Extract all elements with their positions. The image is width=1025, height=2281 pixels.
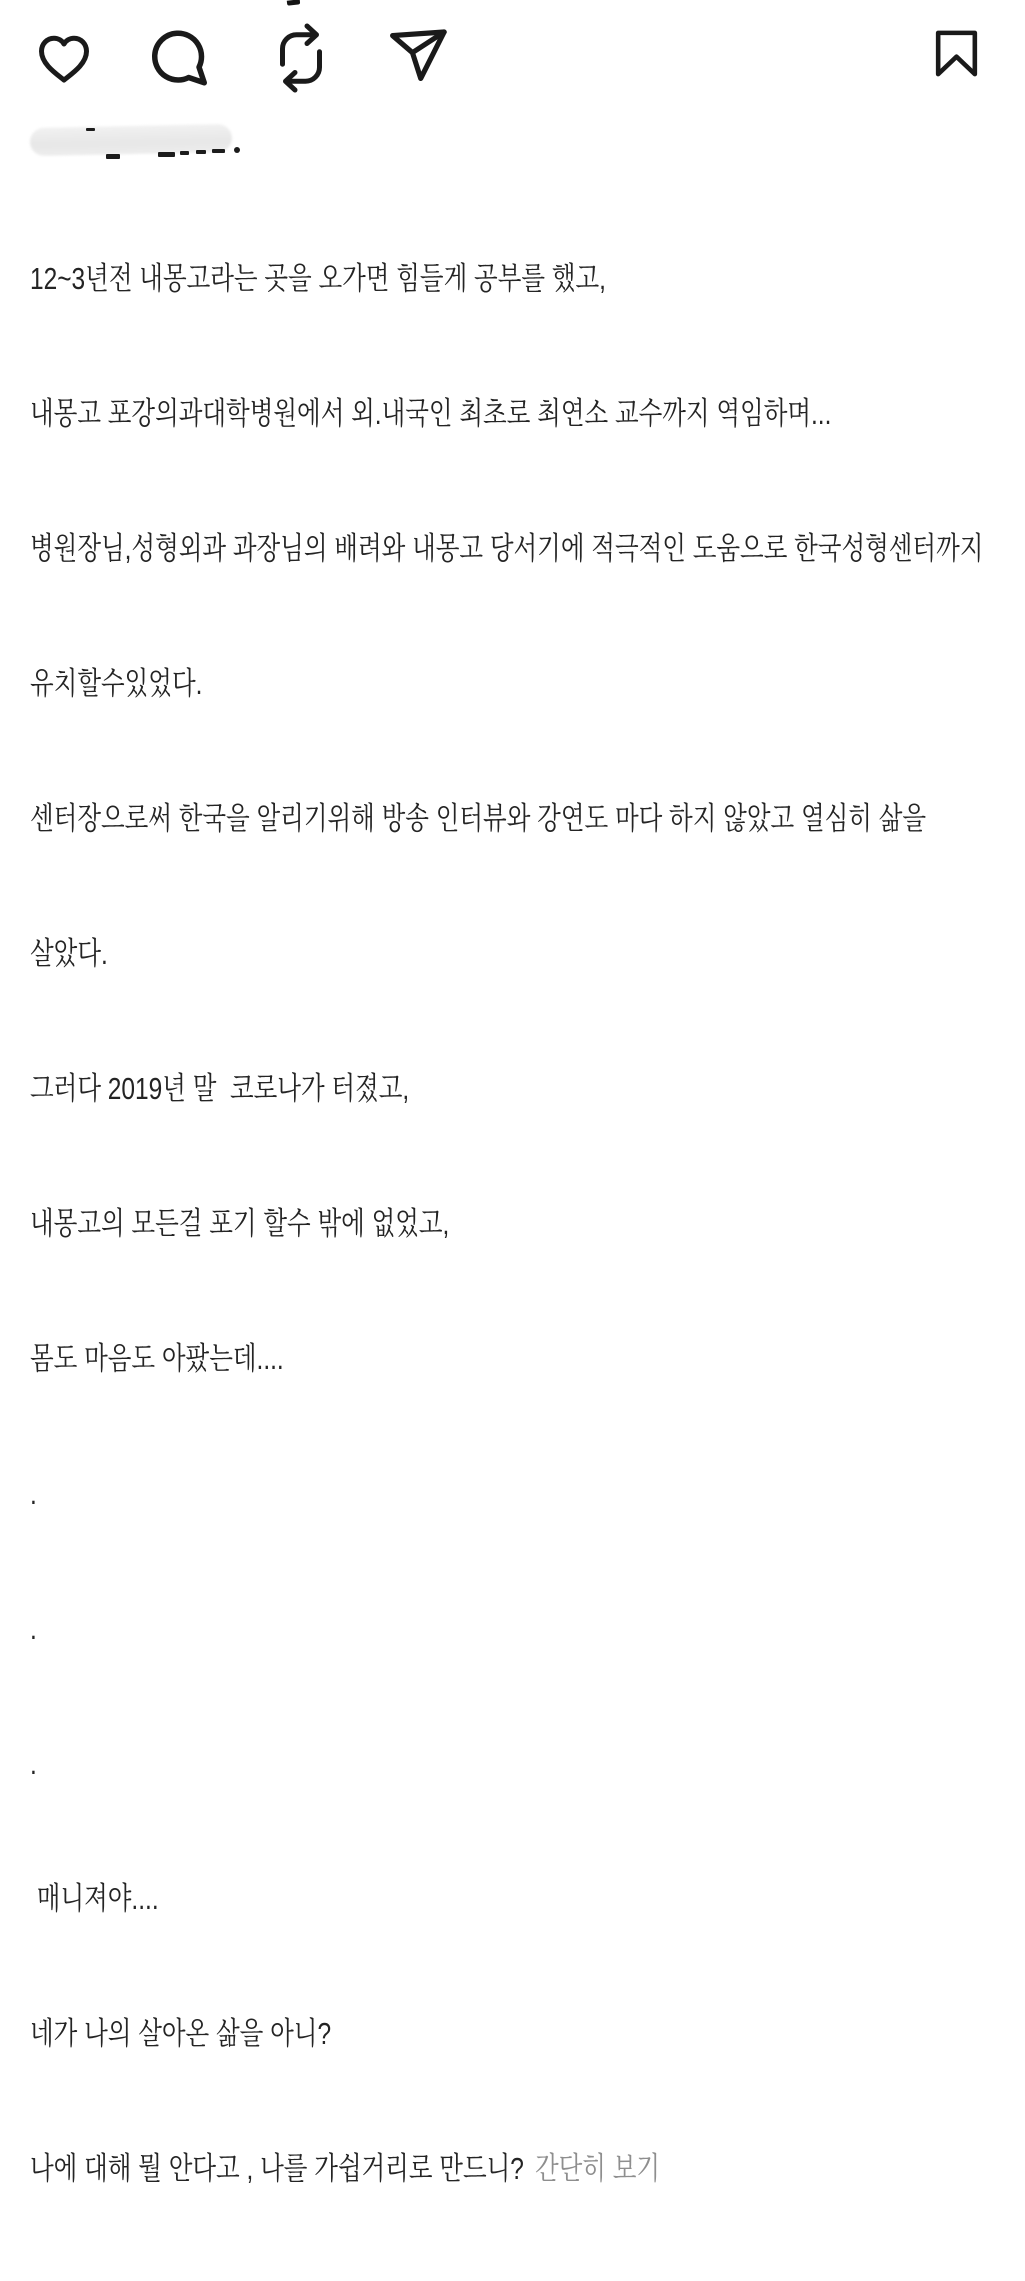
speech-bubble-icon: [146, 79, 213, 94]
username-redaction-mark: [158, 152, 175, 157]
username-redaction-mark: [212, 149, 225, 153]
caption-line-text: 나에 대해 뭘 안다고 , 나를 가쉽거리로 만드니?: [30, 2151, 524, 2186]
username-redaction-mark: [106, 154, 120, 159]
caption-line: 유치할수있었다.: [30, 666, 203, 701]
caption-line: 몸도 마음도 아팠는데....: [30, 1341, 284, 1376]
caption-line: 내몽고 포강의과대학병원에서 외.내국인 최초로 최연소 교수까지 역임하며...: [30, 396, 832, 431]
username-redaction-mark: [86, 128, 95, 131]
caption-dot-line: .: [30, 1611, 37, 1646]
caption-line: 그러다 2019년 말 코로나가 터졌고,: [30, 1071, 410, 1106]
like-button[interactable]: [33, 28, 95, 88]
caption-line: 센터장으로써 한국을 알리기위해 방송 인터뷰와 강연도 마다 하지 않았고 열심히 삶을: [30, 801, 927, 836]
caption-dot-line: .: [30, 1476, 37, 1511]
heart-icon: [33, 76, 95, 91]
paper-plane-icon: [386, 76, 454, 91]
username-redaction-mark: [180, 151, 189, 155]
caption-line: 내몽고의 모든걸 포기 할수 밖에 없었고,: [30, 1206, 450, 1241]
cycle-arrows-icon: [271, 82, 331, 97]
share-button[interactable]: [386, 26, 454, 88]
post-caption: [30, 166, 1025, 2281]
caption-last-line: [30, 2146, 1025, 2191]
caption-line: 살았다.: [30, 936, 108, 971]
bookmark-icon: [929, 73, 984, 88]
caption-line: 네가 나의 살아온 삶을 아니?: [30, 2016, 332, 2051]
caption-line: 매니져야....: [30, 1881, 159, 1916]
username-trailing-dot: [234, 147, 240, 153]
caption-line: 12~3년전 내몽고라는 곳을 오가면 힘들게 공부를 했고,: [30, 261, 606, 296]
see-less-link[interactable]: 간단히 보기: [534, 2151, 661, 2186]
repost-button[interactable]: [271, 22, 331, 94]
caption-dot-line: .: [30, 1746, 37, 1781]
caption-line: 병원장님,성형외과 과장님의 배려와 내몽고 당서기에 적극적인 도움으로 한국성형센터까지: [30, 531, 984, 566]
username-redaction-mark: [196, 150, 206, 154]
cropped-content-fragment: [287, 0, 300, 6]
save-button[interactable]: [929, 22, 984, 85]
comment-button[interactable]: [146, 25, 213, 91]
